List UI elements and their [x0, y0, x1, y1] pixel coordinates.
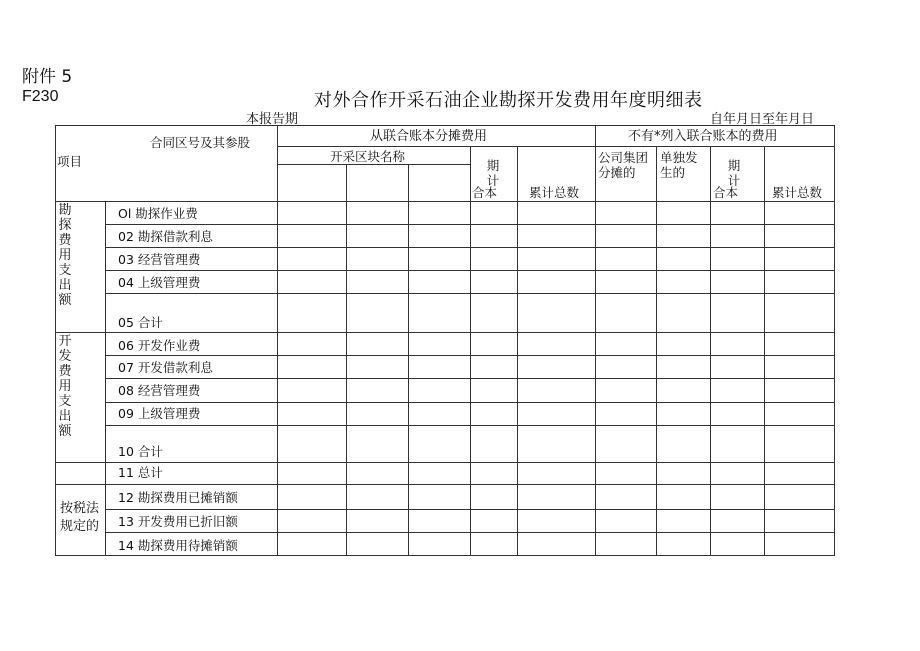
row-label: 08 经营管理费	[118, 383, 201, 398]
form-number: F230	[22, 88, 59, 105]
item-header: 项目	[57, 154, 83, 169]
row-label: 13 开发费用已折旧额	[118, 514, 238, 529]
report-period-label: 本报告期	[246, 112, 299, 127]
row-label: 07 开发借款利息	[118, 360, 213, 375]
row-label: 09 上级管理费	[118, 406, 201, 421]
row-label: 05 合计	[118, 315, 163, 330]
sole-incurred-header: 单独发生的	[660, 150, 698, 180]
row-label: 03 经营管理费	[118, 252, 201, 267]
row-label: Ol 勘探作业费	[118, 206, 198, 221]
row-label: 12 勘探费用已摊销额	[118, 490, 238, 505]
period-total-sub: 合本	[472, 185, 498, 200]
attachment-label: 附件 5	[22, 67, 73, 87]
row-label: 10 合计	[118, 444, 163, 459]
cumulative-header-2: 累计总数	[772, 185, 823, 200]
excluded-expenses-header: 不有*列入联合账本的费用	[628, 129, 778, 144]
company-share-header: 公司集团分摊的	[598, 150, 649, 180]
period-total-sub-2: 合本	[713, 185, 739, 200]
section-development: 开发费用支出额	[58, 334, 72, 439]
row-label: 14 勘探费用待摊销额	[118, 538, 238, 553]
row-label: 02 勘探借款利息	[118, 229, 213, 244]
date-range: 自年月日至年月日	[710, 112, 815, 127]
joint-allocation-header: 从联合账本分摊费用	[370, 129, 488, 144]
page-title: 对外合作开采石油企业勘探开发费用年度明细表	[314, 90, 703, 111]
section-tax: 按税法规定的	[60, 501, 100, 534]
row-label: 06 开发作业费	[118, 338, 201, 353]
block-name-header: 开采区块名称	[330, 149, 406, 164]
row-label: 04 上级管理费	[118, 275, 201, 290]
cumulative-header: 累计总数	[529, 185, 580, 200]
section-exploration: 勘探费用支出额	[58, 203, 72, 308]
row-label: 11 总计	[118, 465, 163, 480]
contract-area-header: 合同区号及其参股	[150, 135, 251, 150]
period-total-header-2: 期计	[727, 158, 741, 188]
period-total-header: 期计	[486, 158, 500, 188]
